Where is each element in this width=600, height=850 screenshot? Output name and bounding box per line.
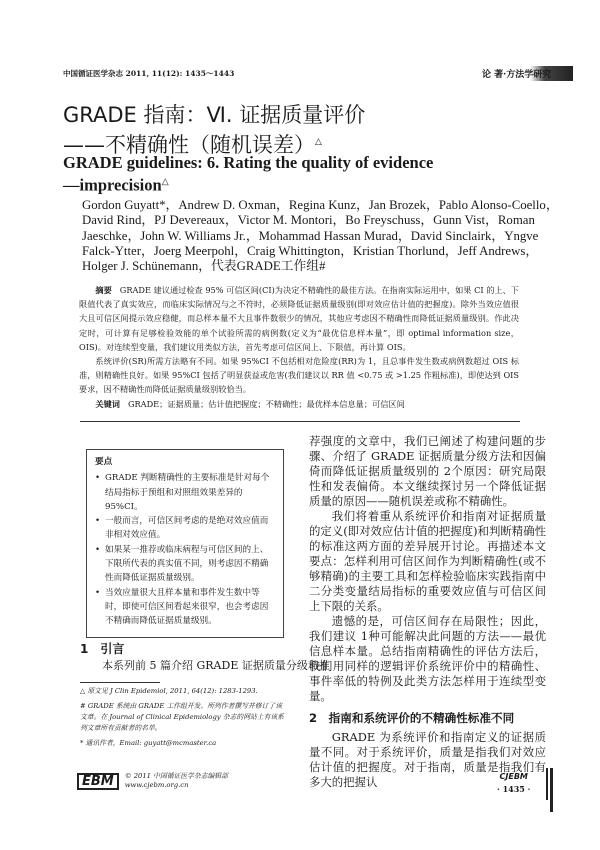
paragraph: 荐强度的文章中，我们已阐述了构建问题的步骤、介绍了 GRADE 证据质量分级方法和因偏倚而降低证据质量级别的 2个原因：研究局限性和发表偏倚。本文继续探讨另一个降低证据质量的原因——随机误差或称不精确性。: [309, 434, 546, 508]
abstract-p2: 系统评价(SR)所需方法略有不同。如果 95%CI 不包括相对危险度(RR)为 1，且总事件发生数或病例数超过 OIS 标准，则精确性良好。如果 95%CI 包括了明显获益或危害(我们建议以 RR 值 <0.75 或 >1.25 作粗标准)，即使达到 OIS 要求，因不精确性而降低证据质量级别较恰当。: [79, 356, 519, 395]
paragraph: 我们将着重从系统评价和指南对证据质量的定义(即对效应估计值的把握度)和判断精确性的标准这两方面的差异展开讨论。再描述本文要点：怎样利用可信区间作为判断精确性(或不够精确)的主要工具和怎样检验临床实践指南中二分类变量结局指标的重要效应值与可信区间上下限的关系。: [309, 509, 546, 613]
footnote-rule: [80, 682, 160, 683]
journal-reference: 中国循证医学杂志 2011, 11(12): 1435～1443: [63, 69, 235, 78]
section-1-paragraph: 本系列前 5 篇介绍 GRADE 证据质量分级和推: [102, 659, 330, 672]
keywords: 关键词 GRADE；证据质量；估计值把握度；不精确性；最优样本信息量；可信区间: [95, 398, 405, 409]
title-zh-line1: GRADE 指南：Ⅵ. 证据质量评价: [63, 103, 366, 127]
section-1-heading: 1 引言: [80, 642, 125, 656]
journal-abbr: CJEBM: [499, 772, 528, 781]
title-chinese: [63, 102, 365, 159]
copyright: © 2011 中国循证医学杂志编辑部: [124, 772, 228, 780]
key-point: • GRADE 判断精确性的主要标准是针对每个结局指标于预组和对照组效果差异的 95%CI。: [95, 471, 275, 514]
title-zh-line2: ——不精确性（随机误差）△: [63, 133, 322, 157]
key-point: • 如果某一推荐或临床病程与可信区间的上、下限所代表的真实值不同，则考虑因不精确性而降低证据质量级别。: [95, 543, 275, 586]
abstract-p1: 摘要 GRADE 建议通过检查 95% 可信区间(CI)为决定不精确性的最佳方法。在指南实际运用中，如果 CI 的上、下限值代表了真实效应，而临床实际情况与之不符时，必须降低证据质量级别(即对效应估计值的把握度)。除外当效应值很大且可信区间提示效应稳健，而总样本量不大且事件数很少的情况，其他应考虑因不精确性而降低证据质量级别。作此决定时，可计算有足够检验效能的单个试验所需的病例数(定义为“最优信息样本量”，即 optimal information size，OIS)。对连续型变量，我们建议用类似方法，首先考虑可信区间上、下限值，再计算 OIS。: [79, 285, 519, 352]
publisher-block: [77, 772, 228, 790]
abstract: [79, 283, 519, 411]
key-point: • 当效应量很大且样本量和事件发生数中等时，即使可信区间看起来很窄，也会考虑因不精确而降低证据质量级别。: [95, 586, 275, 629]
key-point: • 一般而言，可信区间考虑的是绝对效应值而非相对效应值。: [95, 514, 275, 543]
title-english: [63, 153, 433, 195]
page-footer: [497, 770, 530, 796]
author-list: Gordon Guyatt*，Andrew D. Oxman，Regina Kunz，Jan Brozek，Pablo Alonso-Coello，David Rind，PJ Devereaux，Victor M. Montori，Bo Freyschuss，Gunn Vist，Roman Jaeschke，John W. Williams Jr.，Mohammad Hassan Murad，David Sinclairk，Yngve Falck-Ytter，Joerg Meerpohl，Craig Whittington，Kristian Thorlund，Jeff Andrews，Holger J. Schünemann，代表GRADE工作组#: [82, 198, 559, 274]
section-2-heading: 2 指南和系统评价的不精确性标准不同: [309, 711, 515, 725]
footnote-group: # GRADE 系统由 GRADE 工作组开发。所列作者撰写并修订了该文章。在 Journal of Clinical Epidemiology 杂志的网站上有该系列文章所有贡献者的名单。: [80, 702, 284, 732]
decorative-bar: [546, 768, 548, 800]
paragraph: GRADE 为系统评价和指南定义的证据质量不同。对于系统评价，质量是指我们对效应估计值的把握度。对于指南，质量是指我们有多大的把握认: [309, 730, 546, 789]
key-points-box: [86, 449, 284, 638]
page-number: · 1435 ·: [497, 784, 531, 794]
paragraph: 遗憾的是，可信区间存在局限性；因此，我们建议 1种可能解决此问题的方法——最优信息样本量。总结指南精确性的评估方法后，我们用同样的逻辑评价系统评价中的精确性、事件率低的特例及此类方法怎样用于连续型变量。: [309, 614, 546, 703]
divider: [80, 421, 520, 422]
title-en-line2: —imprecision△: [63, 175, 169, 195]
key-points-title: 要点: [95, 457, 113, 467]
footnote-corresponding: * 通讯作者，Email: guyatt@mcmaster.ca: [80, 739, 217, 747]
footnote-source: △ 原文见 J Clin Epidemiol, 2011, 64(12): 1283-1293.: [80, 687, 258, 695]
right-column: [309, 434, 546, 790]
ebm-logo: EBM: [77, 773, 119, 790]
section-tag: 论 著·方法学研究: [478, 66, 573, 81]
footnotes: [80, 686, 285, 753]
title-en-line1: GRADE guidelines: 6. Rating the quality of evidence: [63, 153, 434, 172]
decorative-bar: [550, 768, 553, 812]
website-link[interactable]: www.cjebm.org.cn: [124, 781, 189, 789]
